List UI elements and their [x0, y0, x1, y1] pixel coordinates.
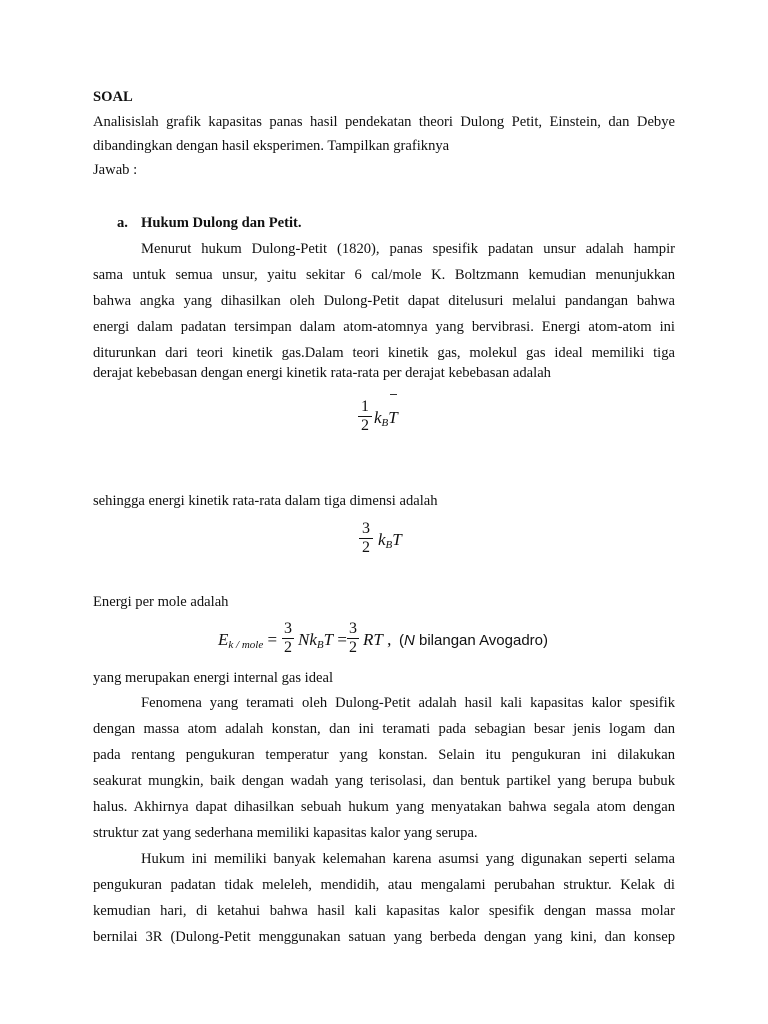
nk-symbol: Nk: [298, 630, 317, 649]
fraction: [359, 520, 373, 557]
avogadro-note: [399, 631, 548, 651]
b-subscript: B: [316, 639, 324, 651]
t-symbol: T: [392, 530, 402, 549]
paragraph-line: kemudian hari, di ketahui bahwa hasil kali kapasitas kalor spesifik dengan massa molar: [93, 903, 675, 919]
denominator: 2: [284, 639, 292, 656]
section-marker: a.: [117, 215, 128, 231]
comma: ,: [387, 630, 392, 649]
decorative-dash: [390, 394, 397, 395]
kbt-term: [378, 530, 402, 555]
denominator: 2: [361, 417, 369, 434]
equals-sign: =: [267, 630, 278, 649]
avogadro-label: bilangan Avogadro): [414, 632, 549, 649]
paragraph-line: pada rentang pengukuran temperatur yang konstan. Selain itu pengukuran ini dilakukan: [93, 747, 675, 763]
paragraph-line: halus. Akhirnya dapat dihasilkan sebuah hukum yang menyatakan bahwa segala atom dengan: [93, 799, 675, 815]
denominator: 2: [362, 539, 370, 556]
paragraph-line: struktur zat yang sederhana memiliki kapasitas kalor yang serupa.: [93, 825, 478, 841]
paragraph-line: sama untuk semua unsur, yaitu sekitar 6 cal/mole K. Boltzmann kemudian menunjukkan: [93, 267, 675, 283]
rt-term: [363, 630, 391, 650]
paragraph-line: Hukum ini memiliki banyak kelemahan karena asumsi yang digunakan seperti selama: [141, 851, 675, 867]
b-subscript: B: [385, 539, 393, 551]
paragraph-line: bernilai 3R (Dulong-Petit menggunakan satuan yang berbeda dengan yang kini, dan konsep: [93, 929, 675, 945]
paren: (: [399, 632, 404, 649]
paragraph-line: derajat kebebasan dengan energi kinetik rata-rata per derajat kebebasan adalah: [93, 365, 551, 381]
jawab-label: Jawab :: [93, 162, 138, 178]
numerator: 1: [361, 398, 369, 415]
b-subscript: B: [381, 417, 389, 429]
equals-sign: =: [337, 630, 347, 649]
k-symbol: k: [378, 530, 386, 549]
rt-symbol: RT: [363, 630, 383, 649]
paragraph-line: diturunkan dari teori kinetik gas.Dalam teori kinetik gas, molekul gas ideal memiliki tiga: [93, 345, 675, 361]
paragraph-line: yang merupakan energi internal gas ideal: [93, 670, 334, 686]
n-symbol: N: [404, 632, 415, 649]
soal-heading: SOAL: [93, 89, 133, 105]
section-heading: Hukum Dulong dan Petit.: [141, 215, 302, 231]
energy-term: [218, 630, 277, 655]
t-symbol: T: [323, 630, 334, 649]
paragraph-line: Menurut hukum Dulong-Petit (1820), panas spesifik padatan unsur adalah hampir: [141, 241, 675, 257]
numerator: 3: [284, 620, 292, 637]
nkbt-term: [298, 630, 347, 655]
paragraph-line: bahwa angka yang dihasilkan oleh Dulong-Petit dapat ditelusuri melalui pandangan bahwa: [93, 293, 675, 309]
k-symbol: k: [374, 408, 382, 427]
numerator: 3: [349, 620, 357, 637]
fraction: [282, 620, 294, 657]
fraction: [358, 398, 372, 435]
kbt-term: [374, 408, 398, 433]
question-line-2: dibandingkan dengan hasil eksperimen. Tampilkan grafiknya: [93, 138, 450, 154]
paragraph-line: Fenomena yang teramati oleh Dulong-Petit adalah hasil kali kapasitas kalor spesifik: [141, 695, 675, 711]
paragraph-line: sehingga energi kinetik rata-rata dalam tiga dimensi adalah: [93, 493, 438, 509]
fraction: [347, 620, 359, 657]
denominator: 2: [349, 639, 357, 656]
paragraph-line: dengan massa atom adalah konstan, dan ini teramati pada sebagian besar jenis logam dan: [93, 721, 675, 737]
question-line-1: Analisislah grafik kapasitas panas hasil pendekatan theori Dulong Petit, Einstein, dan Debye: [93, 114, 675, 130]
numerator: 3: [362, 520, 370, 537]
t-symbol: T: [388, 408, 398, 427]
paragraph-line: Energi per mole adalah: [93, 594, 229, 610]
paragraph-line: seakurat mungkin, baik dengan wadah yang terisolasi, dan bentuk partikel yang berupa bubuk: [93, 773, 675, 789]
paragraph-line: pengukuran padatan tidak meleleh, mendidih, atau mengalami perubahan struktur. Kelak di: [93, 877, 675, 893]
paragraph-line: energi dalam padatan tersimpan dalam atom-atomnya yang bervibrasi. Energi atom-atom ini: [93, 319, 675, 335]
e-symbol: E: [218, 630, 229, 649]
e-subscript: k / mole: [228, 639, 264, 651]
